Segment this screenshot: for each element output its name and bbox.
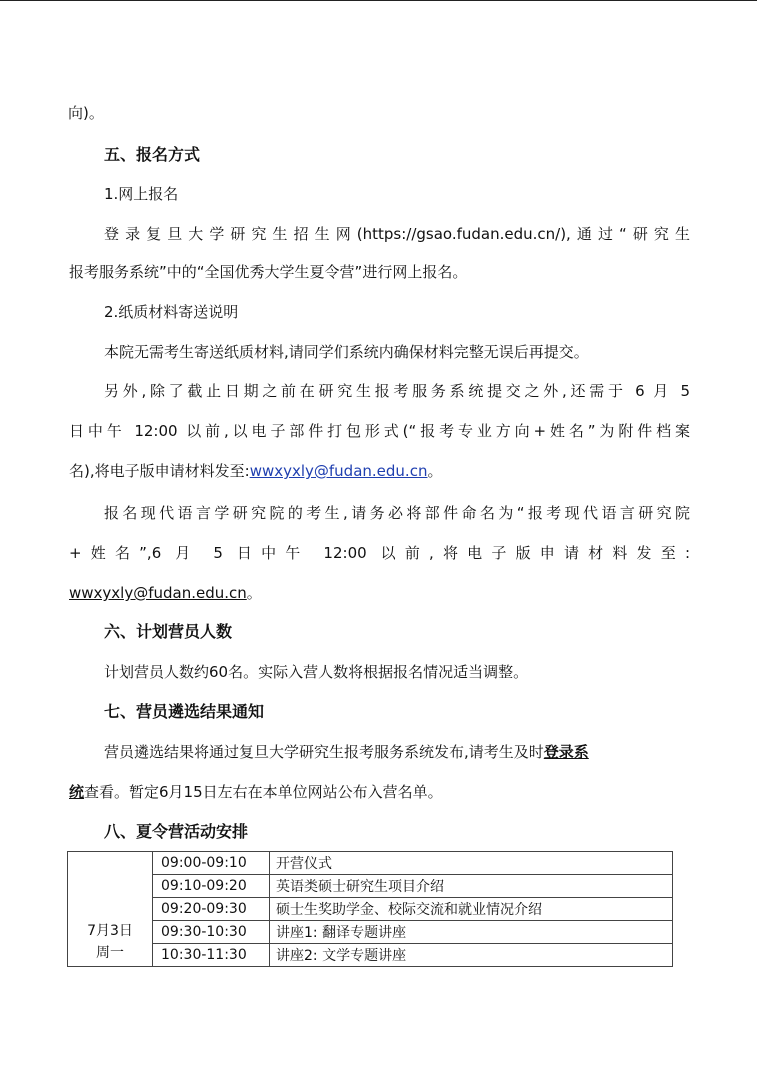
fragment-text: 向)。 <box>68 104 104 122</box>
weekday-text: 周一 <box>96 945 124 961</box>
time-cell: 09:10-09:20 <box>153 875 270 898</box>
modern-paragraph-line2: +姓名”,6 月 5 日中午 12:00 以前,将电子版申请材料发至: <box>69 544 690 562</box>
login-system-link-cont[interactable]: 统 <box>69 783 85 801</box>
online-paragraph-line1: 登录复旦大学研究生招生网(https://gsao.fudan.edu.cn/),通过“研究生 <box>104 225 690 243</box>
heading-section5: 五、报名方式 <box>104 145 201 164</box>
table-row <box>68 875 673 898</box>
extra-line3-text: 名),将电子版申请材料发至: <box>69 462 250 480</box>
activity-cell: 英语类硕士研究生项目介绍 <box>270 875 673 898</box>
modern-paragraph-line1: 报名现代语言学研究院的考生,请务必将部件命名为“报考现代语言研究院 <box>104 504 690 522</box>
extra-paragraph-line1: 另外,除了截止日期之前在研究生报考服务系统提交之外,还需于 6 月 5 <box>104 382 690 400</box>
modern-paragraph-line3 <box>69 583 262 603</box>
schedule-table <box>67 851 673 967</box>
activity-cell: 讲座1: 翻译专题讲座 <box>270 921 673 944</box>
time-cell: 09:20-09:30 <box>153 898 270 921</box>
heading-section7: 七、营员遴选结果通知 <box>104 702 265 721</box>
paper-paragraph: 本院无需考生寄送纸质材料,请同学们系统内确保材料完整无误后再提交。 <box>104 343 589 361</box>
table-row <box>68 944 673 967</box>
activity-cell: 讲座2: 文学专题讲座 <box>270 944 673 967</box>
section7-line1 <box>104 742 589 762</box>
email-link-2[interactable]: wwxyxly@fudan.edu.cn <box>69 584 247 602</box>
table-row <box>68 898 673 921</box>
time-cell: 10:30-11:30 <box>153 944 270 967</box>
date-text: 7月3日 <box>87 923 133 939</box>
online-paragraph-line2: 报考服务系统”中的“全国优秀大学生夏令营”进行网上报名。 <box>69 263 468 281</box>
section7-line2 <box>69 782 443 802</box>
login-system-link[interactable]: 登录系 <box>543 743 589 761</box>
time-cell: 09:30-10:30 <box>153 921 270 944</box>
section7-line2-text: 查看。暂定6月15日左右在本单位网站公布入营名单。 <box>84 783 443 801</box>
extra-line3-end: 。 <box>427 462 443 480</box>
email-link[interactable]: wwxyxly@fudan.edu.cn <box>249 462 428 480</box>
extra-paragraph-line3 <box>69 461 442 481</box>
heading-section8: 八、夏令营活动安排 <box>104 822 249 841</box>
activity-cell: 硕士生奖助学金、校际交流和就业情况介绍 <box>270 898 673 921</box>
section7-line1-text: 营员遴选结果将通过复旦大学研究生报考服务系统发布,请考生及时 <box>104 743 544 761</box>
activity-cell: 开营仪式 <box>270 852 673 875</box>
modern-line3-end: 。 <box>246 584 262 602</box>
extra-paragraph-line2: 日中午 12:00 以前,以电子部件打包形式(“报考专业方向+姓名”为附件档案 <box>69 422 690 440</box>
subheading-online: 1.网上报名 <box>104 185 179 203</box>
table-row <box>68 852 673 875</box>
section6-paragraph: 计划营员人数约60名。实际入营人数将根据报名情况适当调整。 <box>104 663 529 681</box>
subheading-paper: 2.纸质材料寄送说明 <box>104 303 239 321</box>
date-cell <box>68 852 153 967</box>
top-border <box>0 0 757 1</box>
table-row <box>68 921 673 944</box>
heading-section6: 六、计划营员人数 <box>104 622 233 641</box>
time-cell: 09:00-09:10 <box>153 852 270 875</box>
